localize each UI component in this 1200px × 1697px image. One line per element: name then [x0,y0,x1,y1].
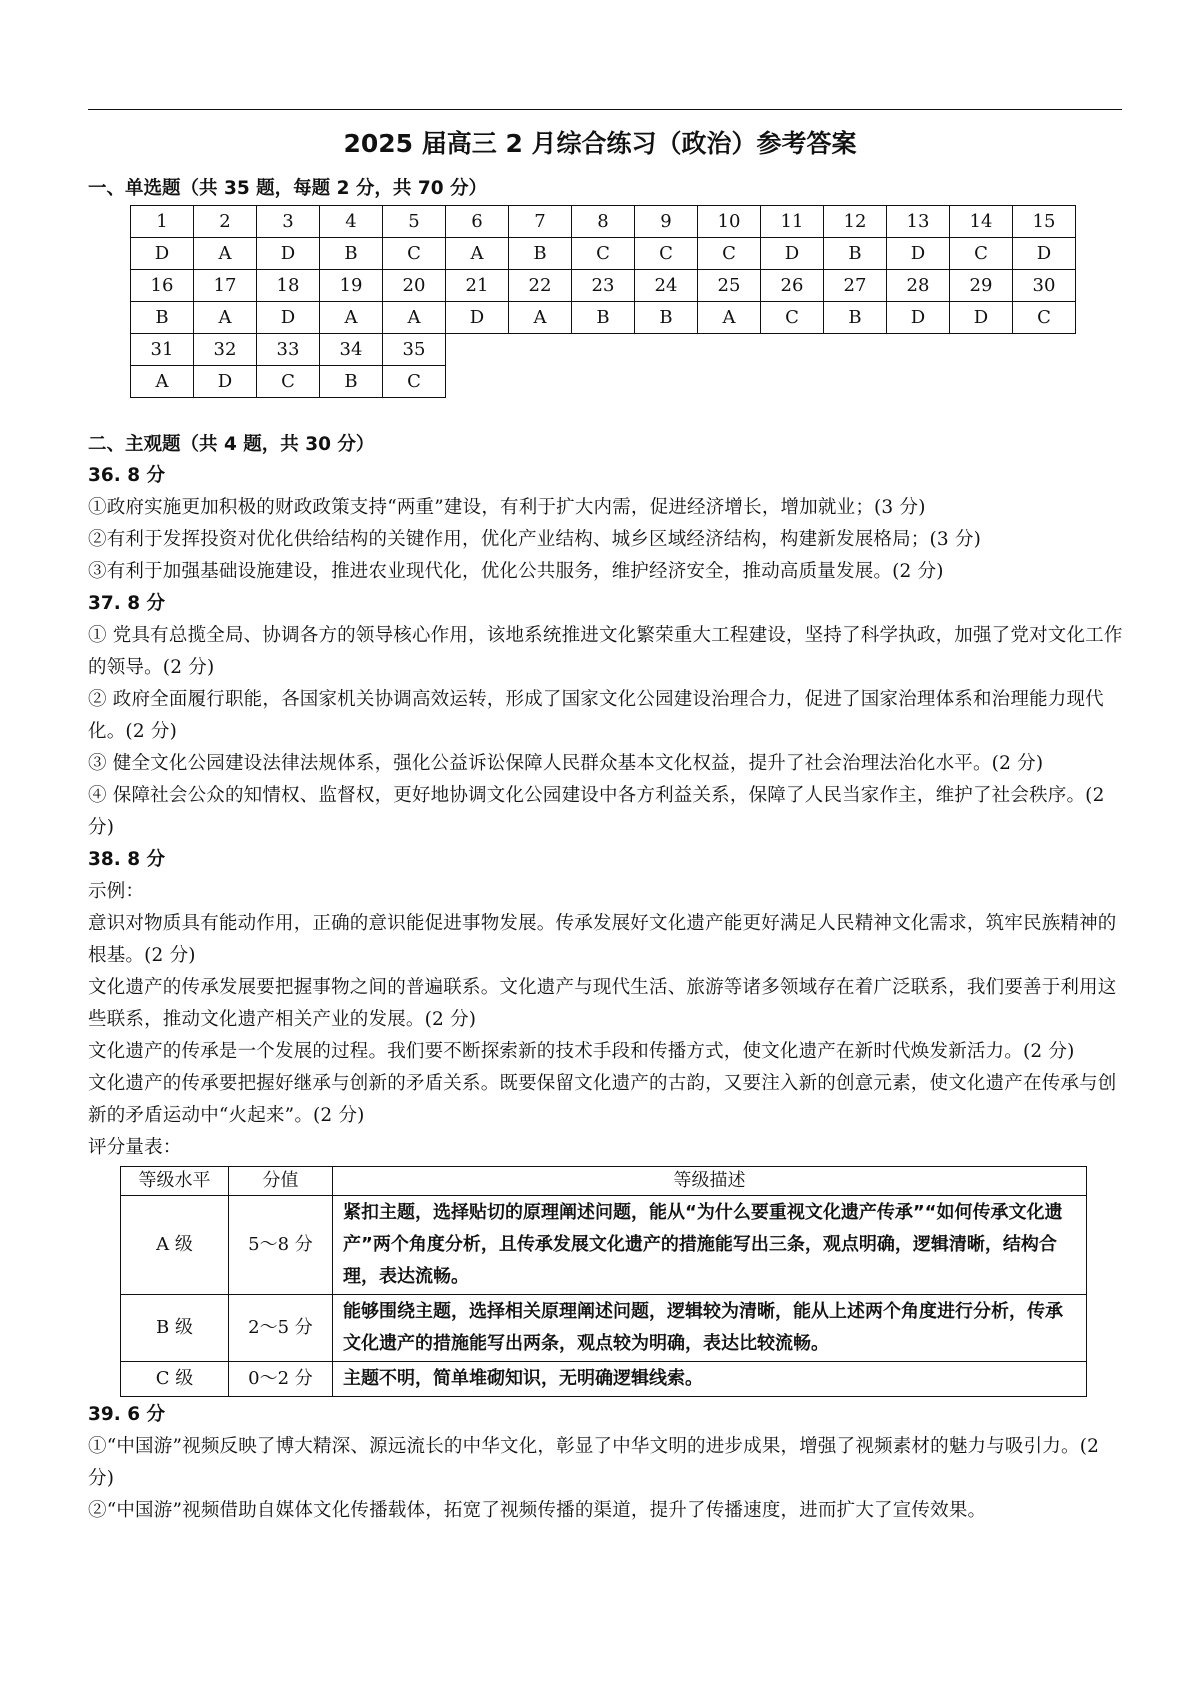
q-answer: A [509,302,572,334]
q-number: 12 [824,206,887,238]
rubric-level: C 级 [121,1362,229,1397]
section1-heading: 一、单选题（共 35 题，每题 2 分，共 70 分） [88,178,488,199]
q-number: 17 [194,270,257,302]
q38-example-label: 示例： [88,881,145,902]
q-number: 34 [320,334,383,366]
q-answer: D [446,302,509,334]
q-answer: C [635,238,698,270]
q-answer: B [131,302,194,334]
q-number: 32 [194,334,257,366]
q38-point: 文化遗产的传承发展要把握事物之间的普遍联系。文化遗产与现代生活、旅游等诸多领域存在着广泛联系，我们要善于利用这些联系，推动文化遗产相关产业的发展。(2 分) [88,977,1117,1030]
rubric-header: 分值 [229,1167,333,1196]
answer-letter-row [131,302,1076,334]
q-answer: B [572,302,635,334]
answer-number-row [131,270,1076,302]
q-answer: C [572,238,635,270]
document-body [88,174,1124,1527]
q-number: 15 [1013,206,1076,238]
rubric-row [121,1196,1087,1295]
rubric-level: B 级 [121,1295,229,1362]
answer-letter-row [131,238,1076,270]
answer-number-row [131,206,1076,238]
q-number: 14 [950,206,1013,238]
q-answer: D [257,302,320,334]
q-answer: D [887,302,950,334]
section2-heading: 二、主观题（共 4 题，共 30 分） [88,434,375,455]
top-rule [88,109,1122,110]
answer-table [130,205,1076,398]
q-answer: A [698,302,761,334]
q-answer: B [320,238,383,270]
q-answer: B [824,302,887,334]
q36-point: ①政府实施更加积极的财政政策支持“两重”建设，有利于扩大内需，促进经济增长，增加就业；(3 分) [88,497,926,518]
answer-number-row [131,334,1076,366]
q-answer: B [635,302,698,334]
q37-heading: 37. 8 分 [88,593,166,614]
q37-point: ② 政府全面履行职能，各国家机关协调高效运转，形成了国家文化公园建设治理合力，促进了国家治理体系和治理能力现代化。(2 分) [88,689,1104,742]
q-answer: D [194,366,257,398]
q-number: 33 [257,334,320,366]
rubric-score: 2～5 分 [229,1295,333,1362]
q-number: 30 [1013,270,1076,302]
q-number: 27 [824,270,887,302]
q-answer: B [509,238,572,270]
q-number: 21 [446,270,509,302]
q-answer: B [320,366,383,398]
q-number: 28 [887,270,950,302]
rubric-description: 主题不明，简单堆砌知识，无明确逻辑线索。 [333,1362,1087,1397]
q38-point: 文化遗产的传承是一个发展的过程。我们要不断探索新的技术手段和传播方式，使文化遗产在新时代焕发新活力。(2 分) [88,1041,1075,1062]
page-title: 2025 届高三 2 月综合练习（政治）参考答案 [343,129,857,158]
rubric-score: 5～8 分 [229,1196,333,1295]
rubric-header-row [121,1167,1087,1196]
q-answer: D [131,238,194,270]
q38-heading: 38. 8 分 [88,849,166,870]
empty-cell [446,334,1076,366]
q-number: 31 [131,334,194,366]
q-answer: D [1013,238,1076,270]
answer-letter-row [131,366,1076,398]
rubric-label: 评分量表： [88,1137,182,1158]
rubric-description: 能够围绕主题，选择相关原理阐述问题，逻辑较为清晰，能从上述两个角度进行分析，传承文化遗产的措施能写出两条，观点较为明确，表达比较流畅。 [333,1295,1087,1362]
q-number: 13 [887,206,950,238]
q-answer: D [257,238,320,270]
q-number: 26 [761,270,824,302]
q-answer: A [446,238,509,270]
q-number: 9 [635,206,698,238]
q-answer: C [1013,302,1076,334]
rubric-row [121,1362,1087,1397]
q-answer: D [887,238,950,270]
q-number: 23 [572,270,635,302]
q-number: 2 [194,206,257,238]
q-number: 4 [320,206,383,238]
q39-heading: 39. 6 分 [88,1404,166,1425]
q-number: 11 [761,206,824,238]
q-answer: C [761,302,824,334]
q-answer: C [383,366,446,398]
q37-point: ① 党具有总揽全局、协调各方的领导核心作用，该地系统推进文化繁荣重大工程建设，坚持了科学执政，加强了党对文化工作的领导。(2 分) [88,625,1123,678]
q-answer: B [824,238,887,270]
rubric-level: A 级 [121,1196,229,1295]
q-number: 18 [257,270,320,302]
q-answer: A [383,302,446,334]
q39-point: ①“中国游”视频反映了博大精深、源远流长的中华文化，彰显了中华文明的进步成果，增强了视频素材的魅力与吸引力。(2 分) [88,1436,1100,1489]
rubric-row [121,1295,1087,1362]
q36-heading: 36. 8 分 [88,465,166,486]
q-answer: C [698,238,761,270]
rubric-table [120,1166,1087,1397]
q-answer: D [950,302,1013,334]
q-answer: A [320,302,383,334]
q-answer: A [131,366,194,398]
q-number: 1 [131,206,194,238]
q36-point: ②有利于发挥投资对优化供给结构的关键作用，优化产业结构、城乡区域经济结构，构建新发展格局；(3 分) [88,529,982,550]
q-number: 5 [383,206,446,238]
q-number: 24 [635,270,698,302]
q-answer: A [194,238,257,270]
q37-point: ④ 保障社会公众的知情权、监督权，更好地协调文化公园建设中各方利益关系，保障了人民当家作主，维护了社会秩序。(2 分) [88,785,1105,838]
q-number: 20 [383,270,446,302]
spacer [88,398,1124,430]
q-number: 25 [698,270,761,302]
rubric-score: 0～2 分 [229,1362,333,1397]
q-answer: D [761,238,824,270]
q-number: 22 [509,270,572,302]
q-number: 7 [509,206,572,238]
q-number: 6 [446,206,509,238]
q37-point: ③ 健全文化公园建设法律法规体系，强化公益诉讼保障人民群众基本文化权益，提升了社会治理法治化水平。(2 分) [88,753,1044,774]
q39-point: ②“中国游”视频借助自媒体文化传播载体，拓宽了视频传播的渠道，提升了传播速度，进而扩大了宣传效果。 [88,1500,987,1521]
rubric-header: 等级描述 [333,1167,1087,1196]
q-answer: C [950,238,1013,270]
q-answer: C [257,366,320,398]
q-number: 29 [950,270,1013,302]
q36-point: ③有利于加强基础设施建设，推进农业现代化，优化公共服务，维护经济安全，推动高质量发展。(2 分) [88,561,944,582]
empty-cell [446,366,1076,398]
q-number: 8 [572,206,635,238]
rubric-description: 紧扣主题，选择贴切的原理阐述问题，能从“为什么要重视文化遗产传承”“如何传承文化遗产”两个角度分析，且传承发展文化遗产的措施能写出三条，观点明确，逻辑清晰，结构合理，表达流畅。 [333,1196,1087,1295]
q-answer: A [194,302,257,334]
q-number: 10 [698,206,761,238]
q-number: 19 [320,270,383,302]
q-answer: C [383,238,446,270]
q-number: 3 [257,206,320,238]
rubric-header: 等级水平 [121,1167,229,1196]
q38-point: 文化遗产的传承要把握好继承与创新的矛盾关系。既要保留文化遗产的古韵，又要注入新的创意元素，使文化遗产在传承与创新的矛盾运动中“火起来”。(2 分) [88,1073,1117,1126]
q-number: 35 [383,334,446,366]
q-number: 16 [131,270,194,302]
q38-point: 意识对物质具有能动作用，正确的意识能促进事物发展。传承发展好文化遗产能更好满足人民精神文化需求，筑牢民族精神的根基。(2 分) [88,913,1117,966]
